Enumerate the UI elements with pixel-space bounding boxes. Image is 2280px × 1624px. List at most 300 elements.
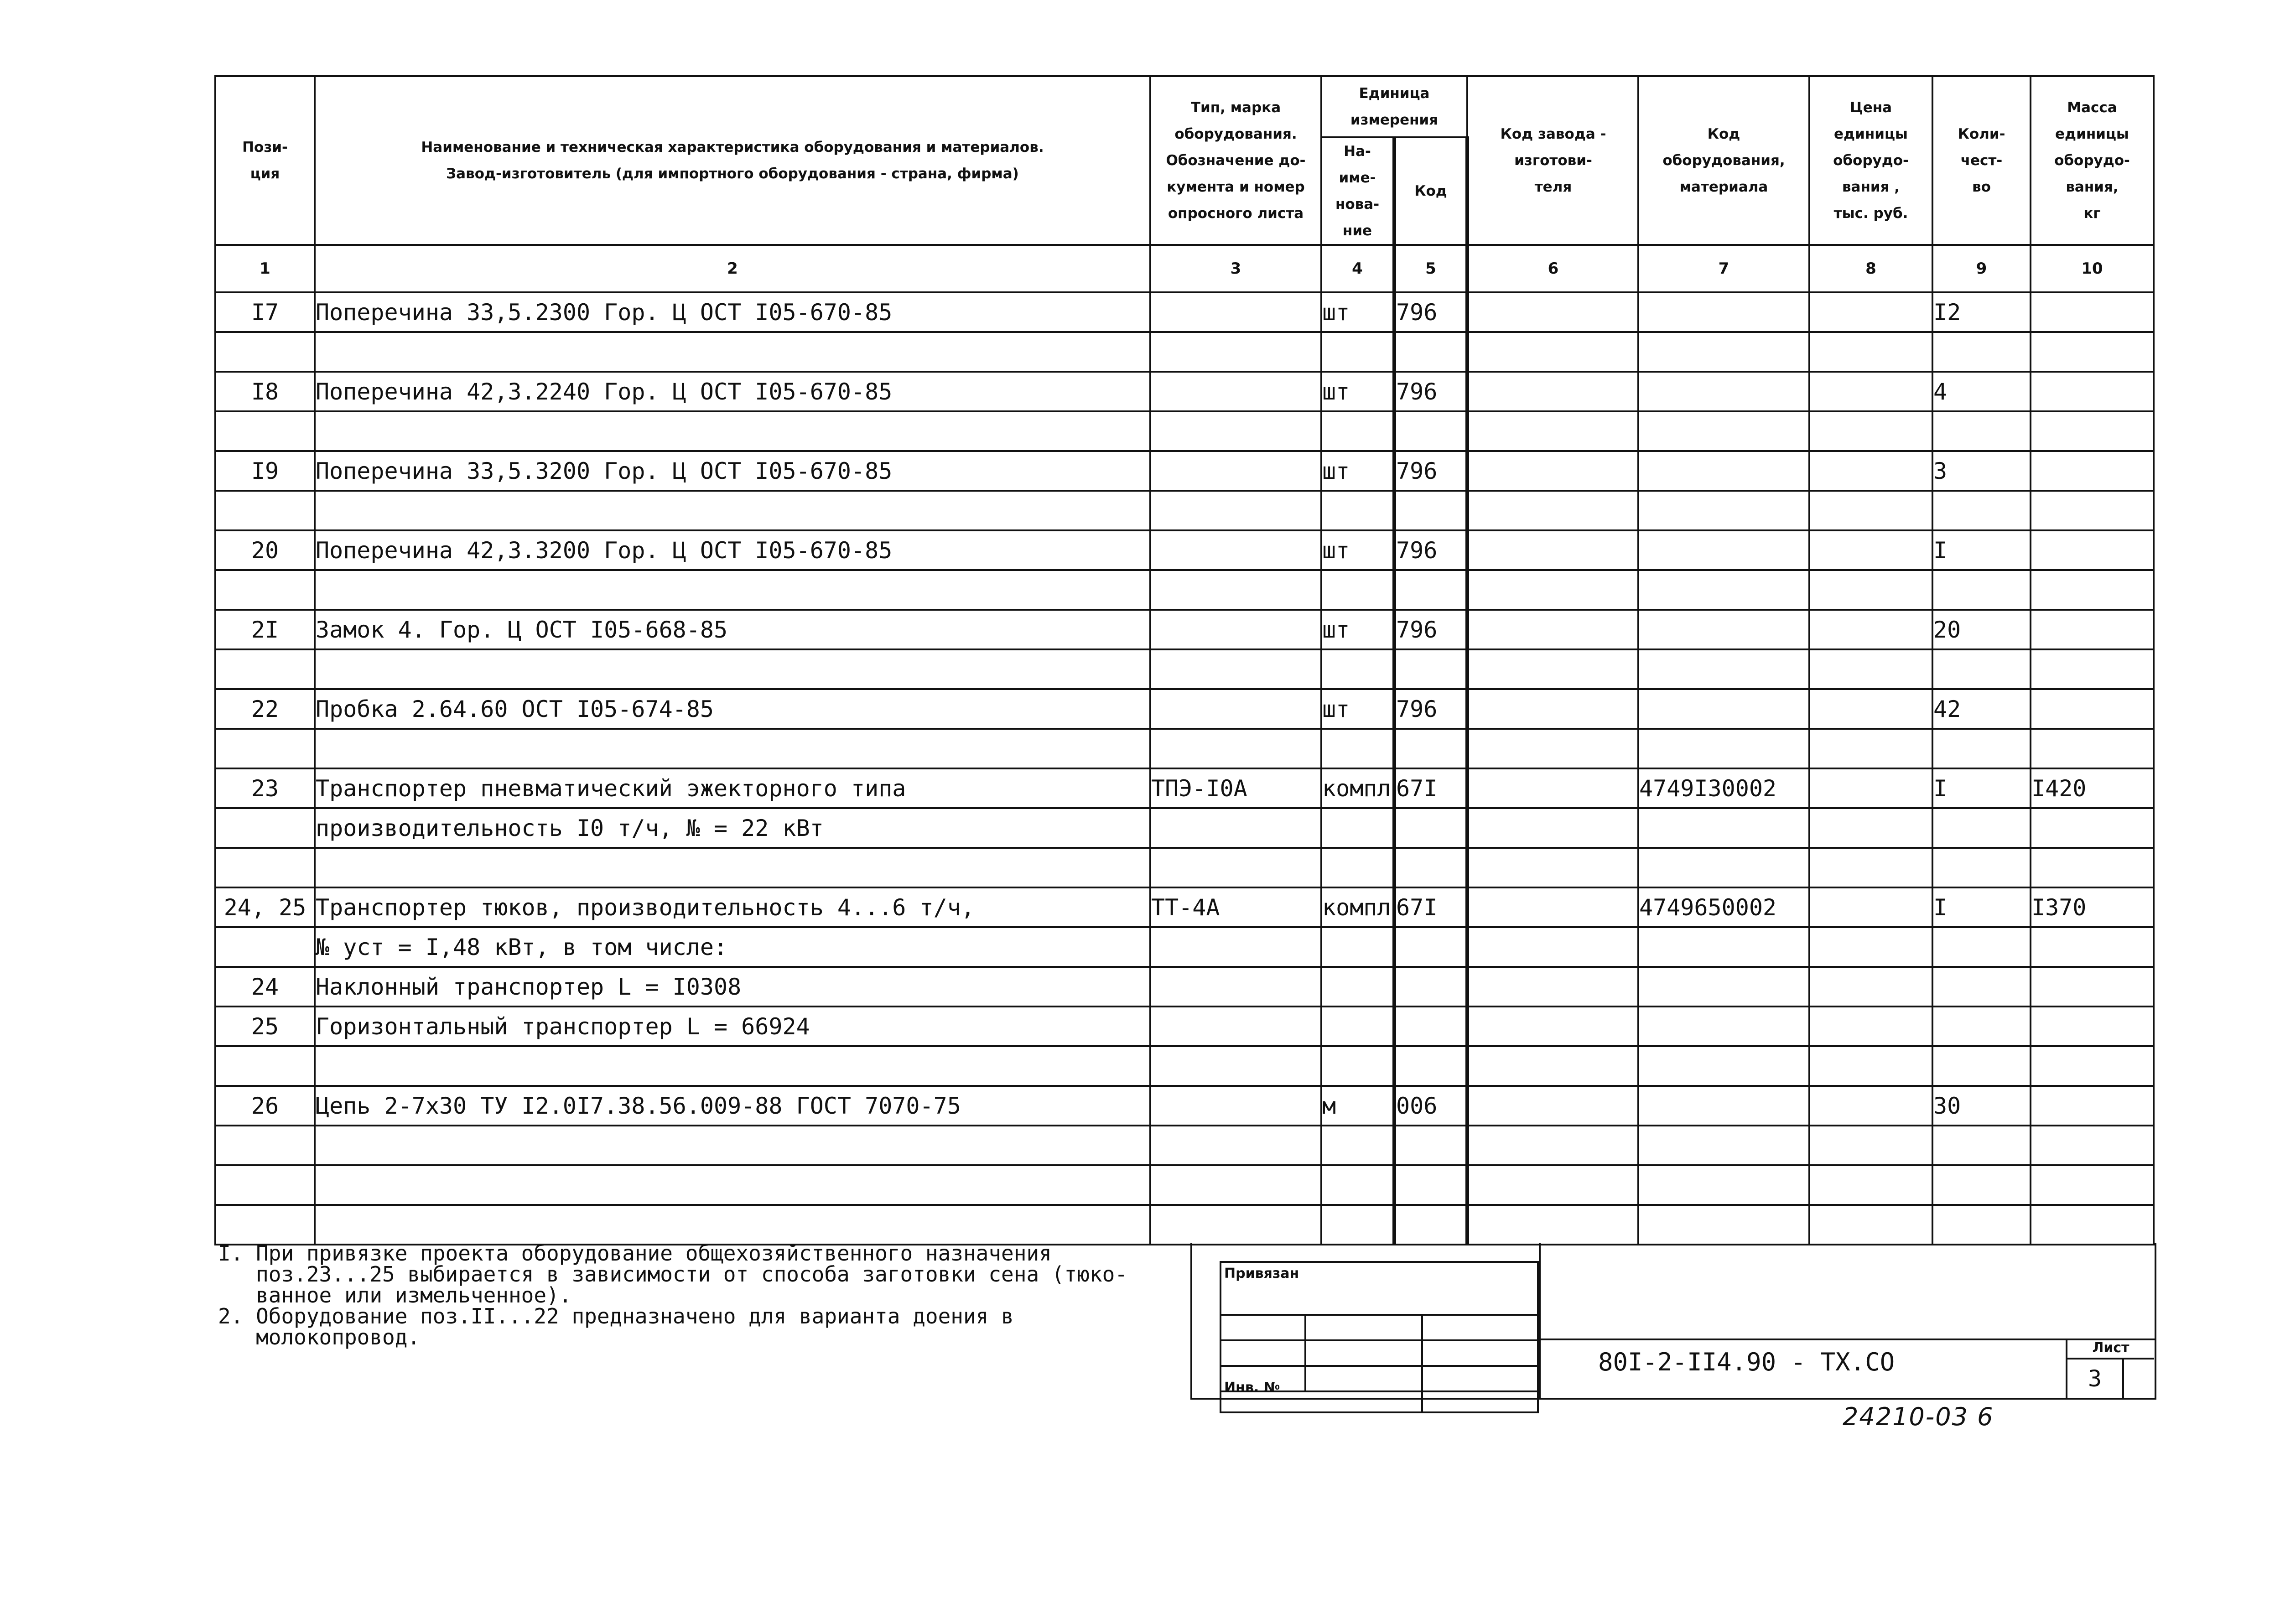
cell-factory <box>1467 768 1638 808</box>
specification-table <box>214 75 2155 1245</box>
cell-qty <box>1932 1007 2031 1046</box>
column-number: 5 <box>1394 245 1467 292</box>
cell-equip <box>1638 649 1809 689</box>
cell-factory <box>1467 1126 1638 1165</box>
table-row <box>215 491 2154 530</box>
table-row <box>215 1086 2154 1126</box>
cell-pos <box>215 848 315 887</box>
cell-type: ТТ-4А <box>1150 887 1321 927</box>
cell-equip <box>1638 292 1809 332</box>
cell-qty <box>1932 729 2031 768</box>
cell-price <box>1809 610 1932 649</box>
cell-code <box>1394 848 1467 887</box>
cell-equip <box>1638 808 1809 848</box>
cell-price <box>1809 1126 1932 1165</box>
cell-factory <box>1467 1165 1638 1205</box>
column-number: 6 <box>1467 245 1638 292</box>
cell-type <box>1150 808 1321 848</box>
cell-pos <box>215 729 315 768</box>
cell-mass <box>2031 1165 2154 1205</box>
cell-code: 796 <box>1394 610 1467 649</box>
table-row <box>215 1046 2154 1086</box>
cell-code <box>1394 570 1467 610</box>
cell-equip: 4749650002 <box>1638 887 1809 927</box>
cell-price <box>1809 967 1932 1007</box>
cell-name <box>315 332 1150 372</box>
cell-price <box>1809 649 1932 689</box>
cell-code <box>1394 1165 1467 1205</box>
cell-price <box>1809 451 1932 491</box>
cell-equip <box>1638 848 1809 887</box>
cell-price <box>1809 491 1932 530</box>
cell-type <box>1150 967 1321 1007</box>
cell-name: Замок 4. Гор. Ц ОСТ I05-668-85 <box>315 610 1150 649</box>
table-row <box>215 1205 2154 1245</box>
cell-pos: 22 <box>215 689 315 729</box>
cell-unit: шт <box>1321 451 1394 491</box>
table-row <box>215 292 2154 332</box>
column-number: 10 <box>2031 245 2154 292</box>
table-row <box>215 1126 2154 1165</box>
cell-qty <box>1932 927 2031 967</box>
cell-code <box>1394 491 1467 530</box>
cell-code: 796 <box>1394 530 1467 570</box>
cell-price <box>1809 848 1932 887</box>
table-row <box>215 411 2154 451</box>
cell-equip <box>1638 610 1809 649</box>
cell-name: Пробка 2.64.60 ОСТ I05-674-85 <box>315 689 1150 729</box>
cell-mass <box>2031 927 2154 967</box>
cell-pos <box>215 570 315 610</box>
cell-type <box>1150 1007 1321 1046</box>
handwritten-archive-number: 24210-03 6 <box>1843 1402 1994 1431</box>
table-row <box>215 1165 2154 1205</box>
cell-type <box>1150 451 1321 491</box>
cell-type <box>1150 1165 1321 1205</box>
cell-equip <box>1638 1086 1809 1126</box>
cell-factory <box>1467 1205 1638 1245</box>
column-number: 3 <box>1150 245 1321 292</box>
cell-mass <box>2031 1086 2154 1126</box>
cell-unit <box>1321 967 1394 1007</box>
cell-mass: I420 <box>2031 768 2154 808</box>
column-number: 2 <box>315 245 1150 292</box>
cell-equip <box>1638 1007 1809 1046</box>
cell-pos: 2I <box>215 610 315 649</box>
cell-type <box>1150 927 1321 967</box>
column-numbers-row <box>215 245 2154 292</box>
cell-type <box>1150 689 1321 729</box>
cell-equip <box>1638 411 1809 451</box>
cell-qty: 4 <box>1932 372 2031 411</box>
cell-code: 796 <box>1394 292 1467 332</box>
cell-price <box>1809 292 1932 332</box>
cell-pos: 23 <box>215 768 315 808</box>
cell-qty <box>1932 570 2031 610</box>
cell-qty: I <box>1932 768 2031 808</box>
cell-type <box>1150 610 1321 649</box>
cell-qty <box>1932 808 2031 848</box>
cell-price <box>1809 372 1932 411</box>
cell-mass <box>2031 1126 2154 1165</box>
cell-qty <box>1932 491 2031 530</box>
cell-qty <box>1932 1046 2031 1086</box>
cell-name <box>315 491 1150 530</box>
cell-type <box>1150 292 1321 332</box>
cell-mass <box>2031 649 2154 689</box>
cell-equip <box>1638 689 1809 729</box>
cell-equip <box>1638 1165 1809 1205</box>
cell-qty <box>1932 649 2031 689</box>
cell-factory <box>1467 411 1638 451</box>
cell-equip <box>1638 491 1809 530</box>
cell-name: Поперечина 33,5.3200 Гор. Ц ОСТ I05-670-85 <box>315 451 1150 491</box>
cell-factory <box>1467 530 1638 570</box>
cell-equip <box>1638 1046 1809 1086</box>
cell-type: ТПЭ-I0А <box>1150 768 1321 808</box>
cell-code <box>1394 967 1467 1007</box>
cell-name: Поперечина 42,3.2240 Гор. Ц ОСТ I05-670-85 <box>315 372 1150 411</box>
cell-qty <box>1932 967 2031 1007</box>
cell-qty <box>1932 411 2031 451</box>
sheet-label: Лист <box>2067 1339 2154 1359</box>
cell-code <box>1394 927 1467 967</box>
cell-factory <box>1467 967 1638 1007</box>
table-row <box>215 372 2154 411</box>
header-price: Цена единицы оборудо- вания , тыс. руб. <box>1809 76 1932 245</box>
cell-unit <box>1321 649 1394 689</box>
cell-mass <box>2031 1205 2154 1245</box>
table-row <box>215 927 2154 967</box>
cell-code <box>1394 808 1467 848</box>
header-unit: Единица измерения <box>1321 76 1467 137</box>
cell-name: Наклонный транспортер L = I0308 <box>315 967 1150 1007</box>
note-line: 2. Оборудование поз.II...22 предназначено для варианта доения в <box>218 1304 1014 1328</box>
table-row <box>215 451 2154 491</box>
cell-price <box>1809 768 1932 808</box>
cell-type <box>1150 411 1321 451</box>
cell-name: Транспортер пневматический эжекторного типа <box>315 768 1150 808</box>
cell-pos <box>215 1205 315 1245</box>
cell-unit <box>1321 729 1394 768</box>
cell-mass <box>2031 808 2154 848</box>
cell-factory <box>1467 292 1638 332</box>
cell-price <box>1809 689 1932 729</box>
cell-mass <box>2031 848 2154 887</box>
cell-code <box>1394 1046 1467 1086</box>
header-quantity: Коли- чест- во <box>1932 76 2031 245</box>
cell-code: 796 <box>1394 451 1467 491</box>
cell-pos <box>215 808 315 848</box>
cell-price <box>1809 1086 1932 1126</box>
cell-pos <box>215 1165 315 1205</box>
cell-type <box>1150 1046 1321 1086</box>
cell-name <box>315 411 1150 451</box>
cell-price <box>1809 1205 1932 1245</box>
cell-qty: I <box>1932 887 2031 927</box>
cell-equip <box>1638 967 1809 1007</box>
cell-price <box>1809 570 1932 610</box>
cell-code: 796 <box>1394 372 1467 411</box>
cell-price <box>1809 1165 1932 1205</box>
cell-price <box>1809 530 1932 570</box>
document-sheet <box>214 75 2153 1398</box>
cell-equip <box>1638 927 1809 967</box>
cell-pos <box>215 411 315 451</box>
header-factory-code: Код завода - изготови- теля <box>1467 76 1638 245</box>
table-row <box>215 848 2154 887</box>
cell-unit: шт <box>1321 689 1394 729</box>
cell-qty: I <box>1932 530 2031 570</box>
cell-equip <box>1638 530 1809 570</box>
cell-factory <box>1467 1086 1638 1126</box>
cell-mass <box>2031 530 2154 570</box>
cell-code <box>1394 1126 1467 1165</box>
cell-type <box>1150 491 1321 530</box>
cell-unit <box>1321 570 1394 610</box>
cell-mass <box>2031 372 2154 411</box>
cell-type <box>1150 372 1321 411</box>
document-number: 80I-2-II4.90 - ТХ.СО <box>1598 1348 1895 1376</box>
cell-factory <box>1467 689 1638 729</box>
cell-name <box>315 570 1150 610</box>
cell-code <box>1394 649 1467 689</box>
cell-equip <box>1638 570 1809 610</box>
cell-code <box>1394 1205 1467 1245</box>
cell-unit <box>1321 1046 1394 1086</box>
table-row <box>215 729 2154 768</box>
cell-name <box>315 729 1150 768</box>
cell-price <box>1809 411 1932 451</box>
cell-factory <box>1467 372 1638 411</box>
cell-name <box>315 1046 1150 1086</box>
cell-unit <box>1321 1126 1394 1165</box>
header-pos: Пози- ция <box>215 76 315 245</box>
note-line: I. При привязке проекта оборудование общехозяйственного назначения <box>218 1241 1052 1266</box>
attached-label: Привязан <box>1224 1266 1299 1282</box>
cell-equip <box>1638 729 1809 768</box>
sheet-number: 3 <box>2067 1359 2124 1398</box>
cell-equip: 4749I30002 <box>1638 768 1809 808</box>
table-row <box>215 610 2154 649</box>
cell-equip <box>1638 1126 1809 1165</box>
cell-mass <box>2031 1046 2154 1086</box>
table-row <box>215 332 2154 372</box>
table-row <box>215 530 2154 570</box>
header-name: Наименование и техническая характеристика оборудования и материалов. Завод-изготовитель (для импортного оборудования - страна, фирма) <box>315 76 1150 245</box>
cell-factory <box>1467 610 1638 649</box>
cell-unit: компл <box>1321 768 1394 808</box>
cell-factory <box>1467 570 1638 610</box>
table-row <box>215 967 2154 1007</box>
table-row <box>215 887 2154 927</box>
cell-price <box>1809 729 1932 768</box>
cell-code <box>1394 729 1467 768</box>
cell-mass <box>2031 332 2154 372</box>
table-row <box>215 808 2154 848</box>
cell-unit <box>1321 491 1394 530</box>
cell-name: Горизонтальный транспортер L = 66924 <box>315 1007 1150 1046</box>
cell-mass <box>2031 729 2154 768</box>
cell-mass <box>2031 689 2154 729</box>
cell-mass <box>2031 411 2154 451</box>
note-line: поз.23...25 выбирается в зависимости от способа заготовки сена (тюко- <box>218 1262 1127 1287</box>
cell-mass <box>2031 451 2154 491</box>
cell-qty: I2 <box>1932 292 2031 332</box>
cell-mass <box>2031 491 2154 530</box>
cell-code: 67I <box>1394 887 1467 927</box>
cell-pos: 20 <box>215 530 315 570</box>
cell-equip <box>1638 372 1809 411</box>
table-row <box>215 649 2154 689</box>
cell-type <box>1150 332 1321 372</box>
cell-pos: 24 <box>215 967 315 1007</box>
cell-name <box>315 848 1150 887</box>
cell-name: № уст = I,48 кВт, в том числе: <box>315 927 1150 967</box>
cell-mass: I370 <box>2031 887 2154 927</box>
cell-pos <box>215 649 315 689</box>
cell-name <box>315 1165 1150 1205</box>
notes <box>218 1243 1194 1348</box>
cell-price <box>1809 1046 1932 1086</box>
note-line: ванное или измельченное). <box>218 1283 572 1308</box>
cell-unit <box>1321 808 1394 848</box>
cell-qty <box>1932 1126 2031 1165</box>
cell-name: Поперечина 33,5.2300 Гор. Ц ОСТ I05-670-85 <box>315 292 1150 332</box>
cell-name: Цепь 2-7х30 ТУ I2.0I7.38.56.009-88 ГОСТ 7070-75 <box>315 1086 1150 1126</box>
header-mass: Масса единицы оборудо- вания, кг <box>2031 76 2154 245</box>
cell-name: Транспортер тюков, производительность 4...6 т/ч, <box>315 887 1150 927</box>
cell-mass <box>2031 967 2154 1007</box>
cell-equip <box>1638 451 1809 491</box>
cell-factory <box>1467 332 1638 372</box>
cell-name <box>315 649 1150 689</box>
column-number: 4 <box>1321 245 1394 292</box>
cell-pos: I7 <box>215 292 315 332</box>
cell-price <box>1809 808 1932 848</box>
cell-unit <box>1321 332 1394 372</box>
cell-type <box>1150 848 1321 887</box>
table-body <box>215 292 2154 1245</box>
header-unit-name: На- име- нова- ние <box>1321 137 1394 245</box>
cell-pos: 24, 25 <box>215 887 315 927</box>
cell-unit <box>1321 848 1394 887</box>
cell-pos <box>215 1126 315 1165</box>
cell-qty <box>1932 848 2031 887</box>
cell-unit: компл <box>1321 887 1394 927</box>
column-number: 7 <box>1638 245 1809 292</box>
inventory-number-label: Инв. № <box>1224 1380 1280 1396</box>
cell-code <box>1394 1007 1467 1046</box>
cell-factory <box>1467 808 1638 848</box>
cell-unit <box>1321 1165 1394 1205</box>
cell-pos: I9 <box>215 451 315 491</box>
cell-code: 796 <box>1394 689 1467 729</box>
cell-qty: 20 <box>1932 610 2031 649</box>
cell-type <box>1150 530 1321 570</box>
cell-qty: 42 <box>1932 689 2031 729</box>
cell-unit: шт <box>1321 372 1394 411</box>
header-equipment-code: Код оборудования, материала <box>1638 76 1809 245</box>
column-number: 1 <box>215 245 315 292</box>
cell-code: 006 <box>1394 1086 1467 1126</box>
cell-code: 67I <box>1394 768 1467 808</box>
cell-unit: м <box>1321 1086 1394 1126</box>
cell-unit <box>1321 411 1394 451</box>
cell-factory <box>1467 649 1638 689</box>
cell-code <box>1394 411 1467 451</box>
cell-unit <box>1321 927 1394 967</box>
cell-unit <box>1321 1205 1394 1245</box>
cell-factory <box>1467 848 1638 887</box>
column-number: 9 <box>1932 245 2031 292</box>
cell-qty <box>1932 332 2031 372</box>
cell-pos: 25 <box>215 1007 315 1046</box>
cell-equip <box>1638 332 1809 372</box>
cell-name <box>315 1126 1150 1165</box>
cell-mass <box>2031 1007 2154 1046</box>
header-unit-code: Код <box>1394 137 1467 245</box>
cell-pos <box>215 491 315 530</box>
cell-type <box>1150 1126 1321 1165</box>
cell-name: производительность I0 т/ч, № = 22 кВт <box>315 808 1150 848</box>
cell-type <box>1150 729 1321 768</box>
cell-price <box>1809 332 1932 372</box>
header-type: Тип, марка оборудования. Обозначение до- кумента и номер опросного листа <box>1150 76 1321 245</box>
cell-type <box>1150 1086 1321 1126</box>
cell-qty <box>1932 1165 2031 1205</box>
table-row <box>215 689 2154 729</box>
cell-equip <box>1638 1205 1809 1245</box>
cell-factory <box>1467 729 1638 768</box>
cell-type <box>1150 1205 1321 1245</box>
column-number: 8 <box>1809 245 1932 292</box>
note-line: молокопровод. <box>218 1325 421 1349</box>
table-row <box>215 570 2154 610</box>
cell-mass <box>2031 570 2154 610</box>
table-row <box>215 1007 2154 1046</box>
cell-factory <box>1467 927 1638 967</box>
cell-factory <box>1467 1007 1638 1046</box>
table-row <box>215 768 2154 808</box>
cell-mass <box>2031 292 2154 332</box>
cell-factory <box>1467 1046 1638 1086</box>
cell-unit <box>1321 1007 1394 1046</box>
cell-qty <box>1932 1205 2031 1245</box>
cell-name: Поперечина 42,3.3200 Гор. Ц ОСТ I05-670-85 <box>315 530 1150 570</box>
cell-code <box>1394 332 1467 372</box>
cell-type <box>1150 570 1321 610</box>
cell-price <box>1809 1007 1932 1046</box>
cell-factory <box>1467 491 1638 530</box>
cell-pos <box>215 1046 315 1086</box>
cell-mass <box>2031 610 2154 649</box>
cell-factory <box>1467 451 1638 491</box>
cell-pos <box>215 332 315 372</box>
cell-unit: шт <box>1321 610 1394 649</box>
cell-price <box>1809 927 1932 967</box>
cell-qty: 3 <box>1932 451 2031 491</box>
cell-pos: 26 <box>215 1086 315 1126</box>
cell-unit: шт <box>1321 530 1394 570</box>
cell-factory <box>1467 887 1638 927</box>
cell-price <box>1809 887 1932 927</box>
header-row <box>215 76 2154 137</box>
cell-pos <box>215 927 315 967</box>
sheet-box <box>2066 1339 2156 1398</box>
cell-type <box>1150 649 1321 689</box>
cell-pos: I8 <box>215 372 315 411</box>
